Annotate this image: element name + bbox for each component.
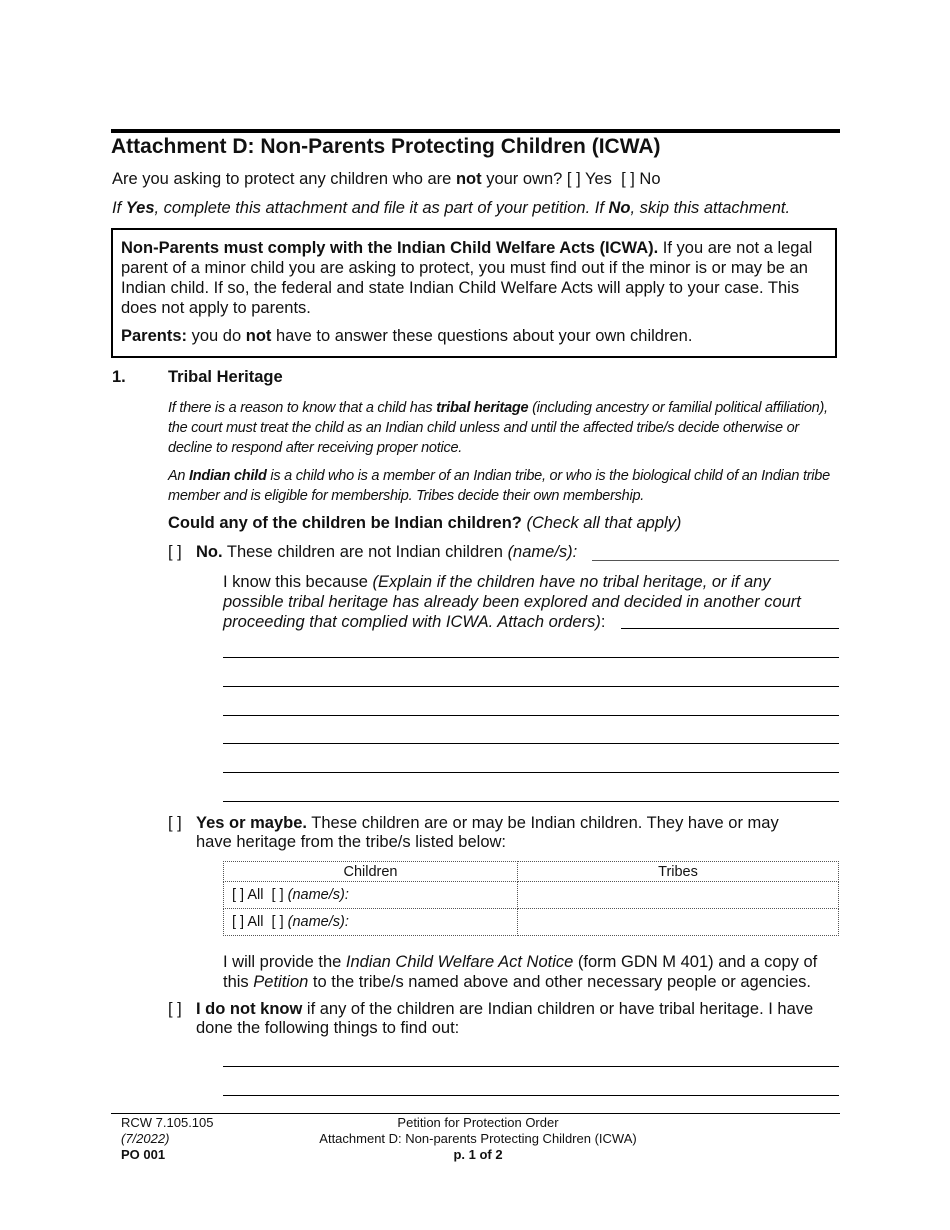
no-checkbox[interactable]: [ ] — [621, 170, 635, 188]
parents-text: you do — [187, 327, 246, 345]
footer-center — [300, 1115, 656, 1163]
option-no — [168, 543, 577, 562]
question-text-end: your own? — [481, 170, 567, 188]
children-cell — [224, 882, 518, 909]
option-do-not-know — [168, 1000, 838, 1038]
tribe-cell[interactable] — [518, 882, 839, 909]
provide-text-mid: (form GDN M 401) and a copy of this — [223, 953, 818, 991]
no-children-checkbox[interactable]: [ ] — [168, 543, 182, 561]
yes-maybe-checkbox[interactable]: [ ] — [168, 814, 182, 832]
notice-text — [121, 238, 831, 354]
notice-heading: Non-Parents must comply with the Indian Child Welfare Acts (ICWA). — [121, 239, 659, 257]
footer-page-number: p. 1 of 2 — [453, 1147, 503, 1162]
tribes-table — [223, 861, 839, 936]
iknow-colon: : — [600, 613, 606, 631]
footer-left — [121, 1115, 214, 1163]
notice-provision — [223, 952, 843, 992]
para1-bold: tribal heritage — [436, 400, 529, 416]
names-label: (name/s): — [287, 914, 349, 930]
provide-petition: Petition — [253, 973, 309, 991]
children-question-bold: Could any of the children be Indian children? — [168, 514, 522, 532]
section-title: Tribal Heritage — [168, 368, 283, 386]
explanation-field-line[interactable] — [223, 686, 839, 687]
all-label: All — [247, 887, 264, 903]
steps-field-line[interactable] — [223, 1066, 839, 1067]
explanation-field-line[interactable] — [223, 801, 839, 802]
all-label: All — [247, 914, 264, 930]
instr-yes: Yes — [125, 199, 155, 217]
names-label: (name/s): — [287, 887, 349, 903]
table-row — [224, 882, 839, 909]
page-title: Attachment D: Non-Parents Protecting Children (ICWA) — [111, 135, 661, 158]
protect-question — [112, 170, 661, 189]
footer-form-title: Petition for Protection Order — [397, 1115, 559, 1130]
explanation-field-line[interactable] — [621, 628, 839, 629]
do-not-know-checkbox[interactable]: [ ] — [168, 1000, 182, 1018]
para2-bold: Indian child — [189, 468, 267, 484]
indian-child-paragraph — [168, 466, 840, 506]
explanation-field-line[interactable] — [223, 657, 839, 658]
yes-label: Yes — [584, 170, 612, 188]
para2-text-end: is a child who is a member of an Indian tribe, or who is the biological child of an Indian tribe member and is eligible for membership. Tribes decide their own membership. — [168, 468, 830, 504]
question-text: Are you asking to protect any children who are — [112, 170, 456, 188]
option-yes-label: Yes or maybe. — [196, 814, 307, 832]
children-question-note: (Check all that apply) — [521, 514, 682, 532]
provide-form-name: Indian Child Welfare Act Notice — [345, 953, 574, 971]
instr-text-mid: , complete this attachment and file it as part of your petition. If — [154, 199, 609, 217]
parents-text-end: have to answer these questions about your own children. — [271, 327, 693, 345]
para2-text: An — [168, 468, 190, 484]
no-label: No — [639, 170, 661, 188]
option-no-text: These children are not Indian children — [222, 543, 508, 561]
instr-text: If — [112, 199, 126, 217]
tribes-header: Tribes — [518, 862, 839, 882]
steps-field-line[interactable] — [223, 1095, 839, 1096]
parents-not: not — [245, 327, 272, 345]
top-rule — [111, 129, 840, 133]
yes-checkbox[interactable]: [ ] — [566, 170, 581, 188]
table-row — [224, 909, 839, 936]
no-names-field[interactable] — [592, 560, 839, 561]
iknow-italic: (Explain if the children have no tribal heritage, or if any possible tribal heritage has already been explored and decided in another court proceeding that complied with ICWA. Attach orders) — [223, 573, 801, 631]
option-dk-text: if any of the children are Indian children or have tribal heritage. I have done the following things to find out: — [196, 1000, 814, 1037]
para1-text-end: (including ancestry or familial political affiliation), the court must treat the child as an Indian child unless and until the affected tribe/s decide otherwise or decline to respond after receiving proper notice. — [168, 400, 828, 456]
footer-form-number: PO 001 — [121, 1147, 166, 1162]
explanation-field-line[interactable] — [223, 743, 839, 744]
tribe-cell[interactable] — [518, 909, 839, 936]
iknow-text: I know this because — [223, 573, 373, 591]
parents-label: Parents: — [121, 327, 188, 345]
footer-date: (7/2022) — [121, 1131, 170, 1146]
explanation-field-line[interactable] — [223, 772, 839, 773]
explanation-prompt — [223, 572, 833, 632]
option-yes-maybe — [168, 814, 818, 852]
notice-body: If you are not a legal parent of a minor child you are asking to protect, you must find out if the minor is or may be an Indian child. If so, the federal and state Indian Child Welfare Acts will apply to your case. This does not apply to parents. — [121, 239, 813, 317]
option-no-names: (name/s): — [507, 543, 578, 561]
footer-attachment-title: Attachment D: Non-parents Protecting Children (ICWA) — [319, 1131, 637, 1146]
footer-rcw: RCW 7.105.105 — [121, 1115, 214, 1130]
provide-text: I will provide the — [223, 953, 346, 971]
names-checkbox[interactable]: [ ] — [271, 914, 284, 930]
children-question — [168, 514, 681, 533]
question-bold: not — [455, 170, 482, 188]
option-dk-label: I do not know — [196, 1000, 303, 1018]
children-header: Children — [224, 862, 518, 882]
provide-text-end: to the tribe/s named above and other necessary people or agencies. — [308, 973, 811, 991]
children-cell — [224, 909, 518, 936]
option-yes-text: These children are or may be Indian children. They have or may have heritage from the tribe/s listed below: — [196, 814, 779, 851]
option-no-label: No. — [196, 543, 223, 561]
names-checkbox[interactable]: [ ] — [271, 887, 284, 903]
all-checkbox[interactable]: [ ] — [232, 887, 245, 903]
instr-text-end: , skip this attachment. — [630, 199, 791, 217]
footer-rule — [111, 1113, 840, 1114]
section-number: 1. — [112, 368, 126, 386]
all-checkbox[interactable]: [ ] — [232, 914, 245, 930]
explanation-field-line[interactable] — [223, 715, 839, 716]
para1-text: If there is a reason to know that a child has — [168, 400, 437, 416]
tribal-heritage-paragraph — [168, 398, 840, 458]
instructions — [112, 199, 790, 218]
instr-no: No — [608, 199, 631, 217]
